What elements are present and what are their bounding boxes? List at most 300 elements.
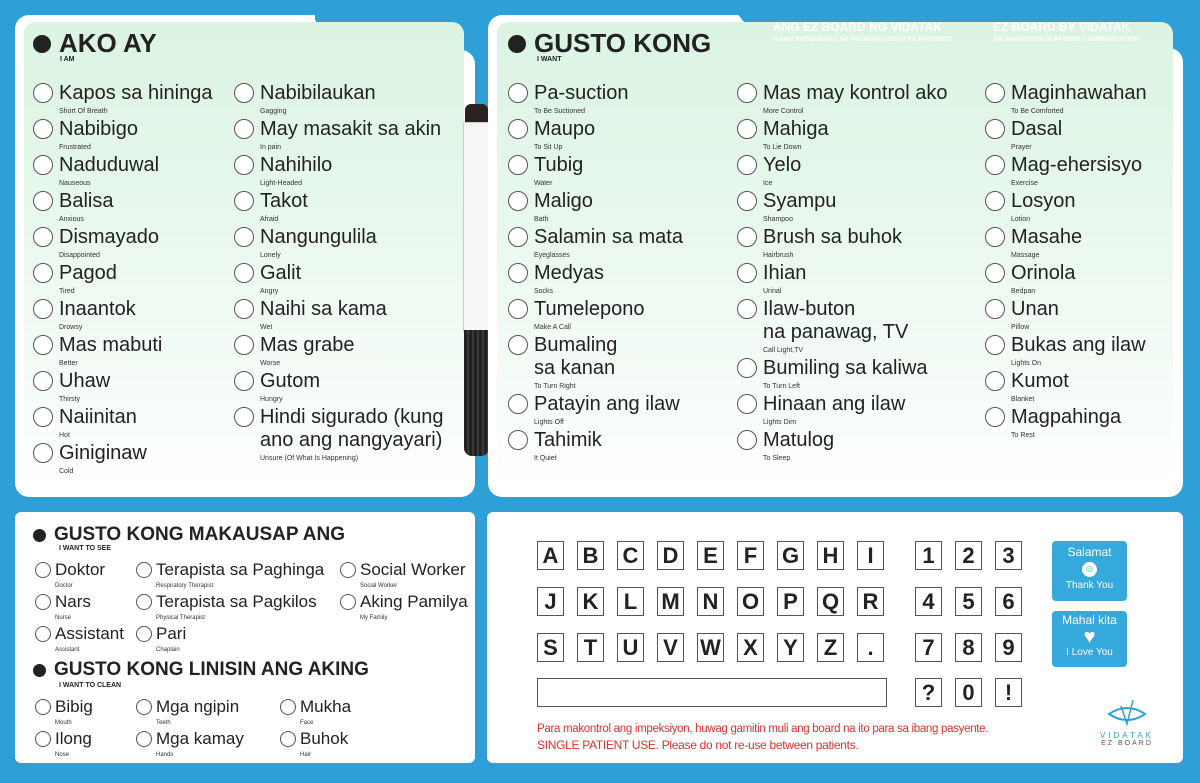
checklist-item[interactable]	[985, 298, 1147, 334]
radio-circle-icon[interactable]	[737, 83, 757, 103]
item-label: Balisa	[59, 190, 114, 212]
letter-key[interactable]: Q	[817, 587, 844, 616]
item-label: Bumaling sa kanan	[534, 334, 618, 379]
item-label: Terapista sa Paghinga	[156, 560, 325, 579]
radio-circle-icon[interactable]	[33, 371, 53, 391]
radio-circle-icon[interactable]	[737, 430, 757, 450]
item-translation: Lotion	[1011, 216, 1031, 223]
letter-key[interactable]: F	[737, 541, 764, 570]
checklist-item[interactable]	[737, 190, 948, 226]
checklist-item[interactable]	[35, 592, 124, 624]
text-field[interactable]	[537, 678, 887, 707]
checklist-item[interactable]	[985, 262, 1147, 298]
checklist-item[interactable]	[136, 624, 324, 656]
item-translation: Frustrated	[59, 144, 91, 151]
makausap-subtitle: I WANT TO SEE	[59, 545, 111, 552]
letter-key[interactable]: G	[777, 541, 804, 570]
radio-circle-icon[interactable]	[508, 227, 528, 247]
radio-circle-icon[interactable]	[35, 699, 51, 715]
heading-text: GUSTO KONG MAKAUSAP ANG	[54, 524, 346, 545]
checklist-item[interactable]	[737, 82, 948, 118]
item-translation: To Sit Up	[534, 144, 563, 151]
letter-key[interactable]: .	[857, 633, 884, 662]
pen-body	[463, 122, 490, 332]
checklist-item[interactable]	[508, 118, 683, 154]
checklist-item[interactable]	[280, 729, 351, 761]
letter-key[interactable]: T	[577, 633, 604, 662]
checklist-item[interactable]	[985, 118, 1147, 154]
checklist-item[interactable]	[33, 370, 212, 406]
letter-key[interactable]: D	[657, 541, 684, 570]
vidatak-logo	[1095, 700, 1159, 747]
makausap-column	[136, 560, 324, 656]
thank-you-button[interactable]	[1052, 541, 1127, 601]
checklist-item[interactable]	[33, 154, 212, 190]
radio-circle-icon[interactable]	[985, 83, 1005, 103]
checklist-item[interactable]	[508, 429, 683, 465]
item-translation: Exercise	[1011, 180, 1038, 187]
item-translation: Hot	[59, 432, 70, 439]
checklist-item[interactable]	[985, 334, 1147, 370]
checklist-item[interactable]	[737, 262, 948, 298]
letter-key[interactable]: N	[697, 587, 724, 616]
bullet-icon	[508, 35, 526, 53]
radio-circle-icon[interactable]	[35, 562, 51, 578]
item-translation: Assistant	[55, 647, 80, 653]
item-label: Masahe	[1011, 226, 1083, 248]
checklist-item[interactable]	[136, 697, 244, 729]
letter-key[interactable]: O	[737, 587, 764, 616]
radio-circle-icon[interactable]	[33, 119, 53, 139]
letter-key[interactable]: L	[617, 587, 644, 616]
item-label: Unan	[1011, 298, 1059, 320]
radio-circle-icon[interactable]	[136, 699, 152, 715]
radio-circle-icon[interactable]	[234, 299, 254, 319]
item-translation: Mouth	[55, 720, 72, 726]
radio-circle-icon[interactable]	[280, 699, 296, 715]
radio-circle-icon[interactable]	[508, 155, 528, 175]
checklist-item[interactable]	[33, 406, 212, 442]
radio-circle-icon[interactable]	[985, 299, 1005, 319]
radio-circle-icon[interactable]	[508, 299, 528, 319]
makausap-column	[35, 560, 124, 656]
logo-mark-icon	[1107, 700, 1147, 726]
linisin-column	[280, 697, 351, 761]
item-translation: Short Of Breath	[59, 108, 108, 115]
item-translation: Lonely	[260, 252, 281, 259]
checklist-item[interactable]	[340, 560, 468, 592]
item-translation: Teeth	[156, 720, 171, 726]
radio-circle-icon[interactable]	[234, 335, 254, 355]
checklist-item[interactable]	[737, 393, 948, 429]
item-translation: To Turn Left	[763, 383, 800, 390]
item-translation: Doctor	[55, 583, 73, 589]
checklist-item[interactable]	[234, 406, 443, 465]
checklist-item[interactable]	[737, 298, 948, 357]
checklist-item[interactable]	[234, 82, 443, 118]
radio-circle-icon[interactable]	[508, 191, 528, 211]
letter-key[interactable]: W	[697, 633, 724, 662]
item-translation: Nurse	[55, 615, 72, 621]
radio-circle-icon[interactable]	[985, 407, 1005, 427]
checklist-item[interactable]	[234, 190, 443, 226]
checklist-item[interactable]	[508, 262, 683, 298]
item-label: Nabibigo	[59, 118, 138, 140]
item-translation: Bedpan	[1011, 288, 1036, 295]
letter-key[interactable]: Z	[817, 633, 844, 662]
item-label: Maligo	[534, 190, 593, 212]
item-label: Nahihilo	[260, 154, 333, 176]
item-label: Ihian	[763, 262, 807, 284]
checklist-item[interactable]	[508, 393, 683, 429]
letter-key[interactable]: E	[697, 541, 724, 570]
letter-key[interactable]: S	[537, 633, 564, 662]
letter-key[interactable]: M	[657, 587, 684, 616]
gusto-kong-column	[985, 82, 1147, 442]
radio-circle-icon[interactable]	[136, 626, 152, 642]
item-label: Ilong	[55, 729, 92, 748]
letter-key[interactable]: R	[857, 587, 884, 616]
item-translation: Lights On	[1011, 360, 1041, 367]
item-label: Kumot	[1011, 370, 1069, 392]
item-label: Mag-ehersisyo	[1011, 154, 1143, 176]
item-label: Bumiling sa kaliwa	[763, 357, 928, 379]
radio-circle-icon[interactable]	[508, 335, 528, 355]
letter-key[interactable]: K	[577, 587, 604, 616]
checklist-item[interactable]	[985, 190, 1147, 226]
checklist-item[interactable]	[985, 370, 1147, 406]
item-translation: Hair	[300, 752, 312, 758]
logo-name: VIDATAK	[1099, 731, 1155, 740]
item-label: Naduduwal	[59, 154, 160, 176]
item-translation: Physical Therapist	[156, 615, 205, 621]
letter-key[interactable]: U	[617, 633, 644, 662]
number-key[interactable]: 4	[915, 587, 942, 616]
item-translation: In pain	[260, 144, 282, 151]
checklist-item[interactable]	[234, 334, 443, 370]
button-label-bottom: I Love You	[1066, 647, 1113, 658]
checklist-item[interactable]	[234, 226, 443, 262]
item-label: Mas mabuti	[59, 334, 163, 356]
brand-tagalog-sub: ISANG PAGBABAGO SA PAKIKIPAG-USAP SA PASYENTE	[773, 36, 953, 43]
item-label: Hinaan ang ilaw	[763, 393, 906, 415]
radio-circle-icon[interactable]	[985, 155, 1005, 175]
item-translation: Light-Headed	[260, 180, 303, 187]
letter-key[interactable]: V	[657, 633, 684, 662]
item-translation: Afraid	[260, 216, 279, 223]
radio-circle-icon[interactable]	[737, 263, 757, 283]
radio-circle-icon[interactable]	[234, 119, 254, 139]
gusto-kong-subtitle: I WANT	[537, 56, 562, 63]
item-label: Mga ngipin	[156, 697, 240, 716]
item-translation: Social Worker	[360, 583, 398, 589]
radio-circle-icon[interactable]	[985, 191, 1005, 211]
item-label: Maupo	[534, 118, 596, 140]
radio-circle-icon[interactable]	[340, 562, 356, 578]
radio-circle-icon[interactable]	[33, 83, 53, 103]
radio-circle-icon[interactable]	[737, 358, 757, 378]
item-label: Nangungulila	[260, 226, 377, 248]
item-translation: Unsure (Of What Is Happening)	[260, 455, 359, 462]
ako-ay-column	[33, 82, 212, 478]
item-label: Hindi sigurado (kung ano ang nangyayari)	[260, 406, 444, 451]
letter-key[interactable]: P	[777, 587, 804, 616]
checklist-item[interactable]	[234, 262, 443, 298]
notice-line-1: Para makontrol ang impeksiyon, huwag gamitin muli ang board na ito para sa ibang pasyente.	[537, 723, 989, 735]
radio-circle-icon[interactable]	[508, 430, 528, 450]
letter-key[interactable]: J	[537, 587, 564, 616]
radio-circle-icon[interactable]	[737, 119, 757, 139]
checklist-item[interactable]	[737, 118, 948, 154]
radio-circle-icon[interactable]	[737, 227, 757, 247]
item-translation: More Control	[763, 108, 804, 115]
item-translation: Thirsty	[59, 396, 80, 403]
item-label: Magpahinga	[1011, 406, 1122, 428]
checklist-item[interactable]	[234, 370, 443, 406]
item-translation: Gagging	[260, 108, 287, 115]
checklist-item[interactable]	[340, 592, 468, 624]
item-translation: Nauseous	[59, 180, 91, 187]
ako-ay-column	[234, 82, 443, 465]
item-translation: Cold	[59, 468, 74, 475]
checklist-item[interactable]	[508, 82, 683, 118]
checklist-item[interactable]	[508, 190, 683, 226]
checklist-item[interactable]	[33, 226, 212, 262]
checklist-item[interactable]	[136, 560, 324, 592]
checklist-item[interactable]	[33, 334, 212, 370]
item-label: Bukas ang ilaw	[1011, 334, 1146, 356]
item-label: Pari	[156, 624, 187, 643]
item-translation: To Be Comforted	[1011, 108, 1064, 115]
radio-circle-icon[interactable]	[33, 407, 53, 427]
item-label: Yelo	[763, 154, 802, 176]
item-translation: To Turn Right	[534, 383, 576, 390]
item-translation: Urinal	[763, 288, 782, 295]
checklist-item[interactable]	[737, 429, 948, 465]
heading-text: GUSTO KONG LINISIN ANG AKING	[54, 659, 369, 680]
radio-circle-icon[interactable]	[737, 155, 757, 175]
radio-circle-icon[interactable]	[340, 594, 356, 610]
radio-circle-icon[interactable]	[234, 263, 254, 283]
radio-circle-icon[interactable]	[33, 227, 53, 247]
radio-circle-icon[interactable]	[985, 227, 1005, 247]
item-label: Orinola	[1011, 262, 1076, 284]
radio-circle-icon[interactable]	[985, 335, 1005, 355]
item-label: Galit	[260, 262, 302, 284]
radio-circle-icon[interactable]	[35, 731, 51, 747]
item-label: Naihi sa kama	[260, 298, 387, 320]
item-label: Mas grabe	[260, 334, 355, 356]
checklist-item[interactable]	[33, 262, 212, 298]
item-label: Nars	[55, 592, 91, 611]
checklist-item[interactable]	[737, 357, 948, 393]
checklist-item[interactable]	[280, 697, 351, 729]
button-label-top: Salamat	[1067, 545, 1112, 559]
radio-circle-icon[interactable]	[33, 155, 53, 175]
linisin-subtitle: I WANT TO CLEAN	[59, 682, 122, 689]
checklist-item[interactable]	[35, 697, 93, 729]
item-translation: Lights Dim	[763, 419, 797, 426]
number-key[interactable]: 9	[995, 633, 1022, 662]
radio-circle-icon[interactable]	[508, 83, 528, 103]
button-label-top: Mahal kita	[1062, 613, 1117, 627]
radio-circle-icon[interactable]	[985, 263, 1005, 283]
item-label: Tubig	[534, 154, 584, 176]
checklist-item[interactable]	[33, 298, 212, 334]
checklist-item[interactable]	[136, 592, 324, 624]
checklist-item[interactable]	[33, 82, 212, 118]
checklist-item[interactable]	[985, 406, 1147, 442]
item-translation: Hands	[156, 752, 174, 758]
item-translation: Chaplain	[156, 647, 180, 653]
number-key[interactable]: 5	[955, 587, 982, 616]
radio-circle-icon[interactable]	[136, 731, 152, 747]
item-label: Mas may kontrol ako	[763, 82, 948, 104]
item-translation: Angry	[260, 288, 279, 295]
radio-circle-icon[interactable]	[234, 155, 254, 175]
item-translation: Face	[300, 720, 314, 726]
checklist-item[interactable]	[508, 226, 683, 262]
radio-circle-icon[interactable]	[280, 731, 296, 747]
letter-key[interactable]: H	[817, 541, 844, 570]
ako-ay-heading	[33, 28, 157, 59]
item-label: Naiinitan	[59, 406, 137, 428]
number-key[interactable]: 7	[915, 633, 942, 662]
checklist-item[interactable]	[985, 82, 1147, 118]
item-translation: Hungry	[260, 396, 283, 403]
item-label: Medyas	[534, 262, 605, 284]
makausap-heading	[33, 524, 345, 546]
letter-key[interactable]: Y	[777, 633, 804, 662]
number-key[interactable]: 8	[955, 633, 982, 662]
radio-circle-icon[interactable]	[33, 191, 53, 211]
checklist-item[interactable]	[737, 154, 948, 190]
radio-circle-icon[interactable]	[508, 394, 528, 414]
radio-circle-icon[interactable]	[33, 299, 53, 319]
checklist-item[interactable]	[35, 729, 93, 761]
radio-circle-icon[interactable]	[33, 443, 53, 463]
item-translation: Massage	[1011, 252, 1040, 259]
i-love-you-button[interactable]	[1052, 611, 1127, 667]
number-key[interactable]: 0	[955, 678, 982, 707]
checklist-item[interactable]	[35, 624, 124, 656]
item-label: Brush sa buhok	[763, 226, 902, 248]
item-translation: Wet	[260, 324, 273, 331]
item-translation: Disappointed	[59, 252, 100, 259]
number-key[interactable]: 6	[995, 587, 1022, 616]
number-key[interactable]: !	[995, 678, 1022, 707]
checklist-item[interactable]	[234, 298, 443, 334]
radio-circle-icon[interactable]	[508, 119, 528, 139]
item-label: Inaantok	[59, 298, 136, 320]
number-key[interactable]: 2	[955, 541, 982, 570]
radio-circle-icon[interactable]	[35, 626, 51, 642]
number-key[interactable]: 1	[915, 541, 942, 570]
item-translation: Eyeglasses	[534, 252, 570, 259]
letter-key[interactable]: B	[577, 541, 604, 570]
radio-circle-icon[interactable]	[508, 263, 528, 283]
radio-circle-icon[interactable]	[737, 394, 757, 414]
checklist-item[interactable]	[33, 442, 212, 478]
checklist-item[interactable]	[508, 334, 683, 393]
radio-circle-icon[interactable]	[35, 594, 51, 610]
checklist-item[interactable]	[234, 154, 443, 190]
radio-circle-icon[interactable]	[136, 594, 152, 610]
number-key[interactable]: ?	[915, 678, 942, 707]
item-translation: To Lie Down	[763, 144, 802, 151]
radio-circle-icon[interactable]	[234, 191, 254, 211]
item-translation: Ice	[763, 180, 773, 187]
item-label: Mukha	[300, 697, 352, 716]
radio-circle-icon[interactable]	[33, 335, 53, 355]
item-label: Giniginaw	[59, 442, 147, 464]
number-key[interactable]: 3	[995, 541, 1022, 570]
checklist-item[interactable]	[508, 154, 683, 190]
checklist-item[interactable]	[508, 298, 683, 334]
radio-circle-icon[interactable]	[234, 407, 254, 427]
item-label: Pagod	[59, 262, 117, 284]
brand-tagalog: ANG EZ BOARD NG VIDATAK	[773, 20, 942, 34]
pen-cap	[465, 104, 488, 124]
bullet-icon	[33, 529, 46, 542]
radio-circle-icon[interactable]	[737, 191, 757, 211]
radio-circle-icon[interactable]	[136, 562, 152, 578]
letter-key[interactable]: A	[537, 541, 564, 570]
letter-key[interactable]: C	[617, 541, 644, 570]
notice-line-2: SINGLE PATIENT USE. Please do not re-use between patients.	[537, 738, 859, 752]
linisin-column	[35, 697, 93, 761]
brand-english-sub: AN INNOVATION IN PATIENT COMMUNICATION	[993, 36, 1139, 43]
letter-key[interactable]: I	[857, 541, 884, 570]
item-label: Tumelepono	[534, 298, 645, 320]
checklist-item[interactable]	[737, 226, 948, 262]
checklist-item[interactable]	[136, 729, 244, 761]
item-translation: To Sleep	[763, 455, 791, 462]
checklist-item[interactable]	[35, 560, 124, 592]
checklist-item[interactable]	[33, 190, 212, 226]
radio-circle-icon[interactable]	[737, 299, 757, 319]
item-label: Mahiga	[763, 118, 829, 140]
item-label: Buhok	[300, 729, 349, 748]
item-translation: Call Light,TV	[763, 347, 804, 354]
item-translation: Anxious	[59, 216, 84, 223]
radio-circle-icon[interactable]	[234, 227, 254, 247]
item-label: Pa-suction	[534, 82, 629, 104]
item-label: Aking Pamilya	[360, 592, 468, 611]
checklist-item[interactable]	[234, 118, 443, 154]
item-translation: Pillow	[1011, 324, 1030, 331]
checklist-item[interactable]	[985, 226, 1147, 262]
item-label: Dismayado	[59, 226, 160, 248]
item-label: Uhaw	[59, 370, 111, 392]
item-label: Doktor	[55, 560, 106, 579]
radio-circle-icon[interactable]	[33, 263, 53, 283]
letter-key[interactable]: X	[737, 633, 764, 662]
logo-sub: EZ BOARD	[1101, 740, 1153, 747]
item-label: Assistant	[55, 624, 124, 643]
radio-circle-icon[interactable]	[985, 371, 1005, 391]
checklist-item[interactable]	[985, 154, 1147, 190]
checklist-item[interactable]	[33, 118, 212, 154]
marker-pen[interactable]	[463, 104, 490, 456]
item-translation: Respiratory Therapist	[156, 583, 214, 589]
radio-circle-icon[interactable]	[234, 83, 254, 103]
heading-text: AKO AY	[59, 28, 157, 58]
radio-circle-icon[interactable]	[985, 119, 1005, 139]
item-translation: Drowsy	[59, 324, 83, 331]
linisin-heading	[33, 659, 369, 681]
radio-circle-icon[interactable]	[234, 371, 254, 391]
